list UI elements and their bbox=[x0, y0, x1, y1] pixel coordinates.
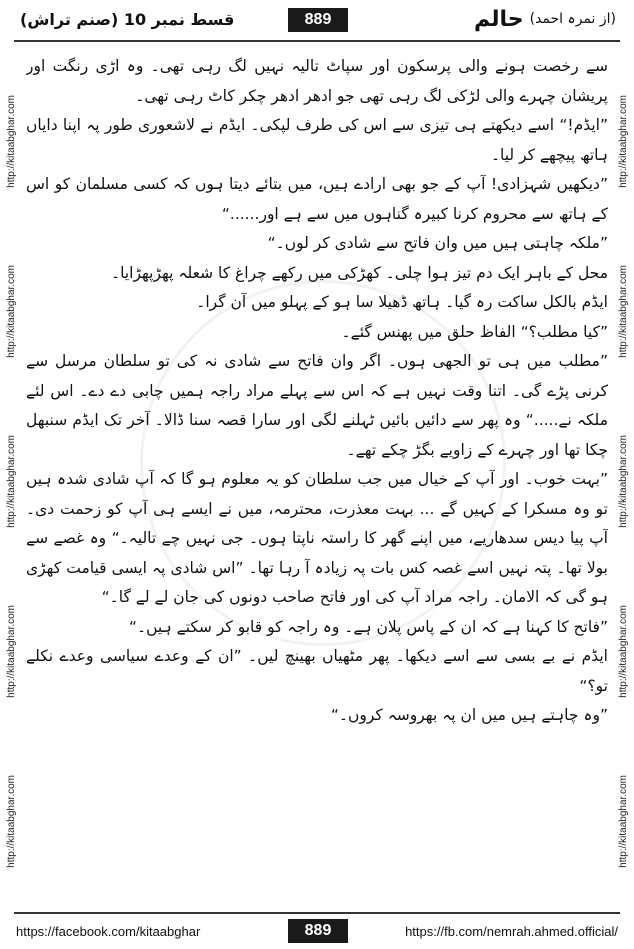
watermark-url: http://kitaabghar.com bbox=[617, 94, 629, 188]
author-name: (از نمرہ احمد) bbox=[529, 11, 616, 27]
watermark-url: http://kitaabghar.com bbox=[5, 434, 17, 528]
watermark-url: http://kitaabghar.com bbox=[617, 604, 629, 698]
page-number-bottom: 889 bbox=[288, 919, 348, 943]
paragraph: ”مطلب میں ہی تو الجھی ہوں۔ اگر وان فاتح سے شادی نہ کی تو سلطان مرسل سے کرنی پڑے گی۔ اتنا وقت نہیں ہے کہ اس سے پہلے مراد راجہ ہمیں چابی دے دے۔ اس لئے ملکہ نے.....“ وہ پھر سے دائیں بائیں ٹہلنے لگی اور سارا قصہ سنا ڈالا۔ آخر تک ایڈم سنبھل چکا تھا اور چہرے کے زاویے بگڑ چکے تھے۔ bbox=[26, 352, 608, 459]
paragraph: ”وہ چاہتے ہیں میں ان پہ بھروسہ کروں۔“ bbox=[330, 706, 608, 724]
episode-label: قسط نمبر 10 (صنم تراش) bbox=[20, 9, 235, 29]
paragraph: ”دیکھیں شہزادی! آپ کے جو بھی ارادے ہیں، میں بتائے دیتا ہوں کہ کسی مسلمان کو اس کے ہاتھ سے محروم کرنا کبیرہ گناہوں میں سے ہے اور......“ bbox=[26, 175, 608, 223]
page-footer bbox=[0, 916, 634, 946]
watermark-url: http://kitaabghar.com bbox=[617, 774, 629, 868]
side-watermark-left bbox=[4, 56, 18, 906]
paragraph: ایڈم نے بے بسی سے اسے دیکھا۔ پھر مٹھیاں بھینچ لیں۔ ”ان کے وعدے سیاسی وعدے نکلے تو؟“ bbox=[26, 647, 608, 695]
facebook-link[interactable]: https://facebook.com/kitaabghar bbox=[16, 923, 201, 939]
paragraph: ”ملکہ چاہتی ہیں میں وان فاتح سے شادی کر لوں۔“ bbox=[267, 234, 608, 252]
paragraph: ”فاتح کا کہنا ہے کہ ان کے پاس پلان ہے۔ وہ راجہ کو قابو کر سکتے ہیں۔“ bbox=[129, 617, 608, 636]
paragraph: ”کیا مطلب؟“ الفاظ حلق میں پھنس گئے۔ bbox=[341, 322, 608, 341]
footer-divider bbox=[14, 912, 620, 914]
paragraph: ”بہت خوب۔ اور آپ کے خیال میں جب سلطان کو یہ معلوم ہو گا کہ آپ شادی شدہ ہیں تو وہ مسکرا کے کہیں گے ... بہت معذرت، محترمہ، میں نے ایسے ہی آپ کو زحمت دی۔ آپ پیا دیس سدھاریے، میں اپنے گھر کا راستہ ناپتا ہوں۔ جی نہیں چے تالیہ۔“ وہ غصے سے بولا تھا۔ پتہ نہیں اسے غصہ کس بات پہ زیادہ آ رہا تھا۔ ”اس شادی پہ ایسی قیامت کھڑی ہو گی کہ الامان۔ راجہ مراد آپ کی اور فاتح صاحب دونوں کی جان لے لے گا۔“ bbox=[26, 470, 608, 606]
side-watermark-right bbox=[616, 56, 630, 906]
header-divider bbox=[14, 40, 620, 42]
watermark-url: http://kitaabghar.com bbox=[5, 604, 17, 698]
paragraph: ”ایڈم!“ اسے دیکھتے ہی تیزی سے اس کی طرف لپکی۔ ایڈم نے لاشعوری طور پہ اپنا دایاں ہاتھ پیچھے کر لیا۔ bbox=[26, 116, 608, 164]
page-number-top: 889 bbox=[288, 8, 348, 32]
watermark-url: http://kitaabghar.com bbox=[617, 264, 629, 358]
story-body bbox=[26, 52, 608, 902]
book-title bbox=[474, 7, 616, 32]
paragraph: ایڈم بالکل ساکت رہ گیا۔ ہاتھ ڈھیلا سا ہو کے پہلو میں آن گرا۔ bbox=[196, 293, 608, 311]
watermark-url: http://kitaabghar.com bbox=[617, 434, 629, 528]
title-text: حالم bbox=[473, 6, 524, 32]
watermark-url: http://kitaabghar.com bbox=[5, 264, 17, 358]
author-facebook-link[interactable]: https://fb.com/nemrah.ahmed.official/ bbox=[405, 923, 618, 939]
watermark-url: http://kitaabghar.com bbox=[5, 774, 17, 868]
watermark-url: http://kitaabghar.com bbox=[5, 94, 17, 188]
paragraph: محل کے باہر ایک دم تیز ہوا چلی۔ کھڑکی میں رکھے چراغ کا شعلہ پھڑپھڑایا۔ bbox=[111, 263, 608, 282]
paragraph: سے رخصت ہونے والی پرسکون اور سپاٹ تالیہ نہیں لگ رہی تھی۔ وہ اڑی رنگت اور پریشان چہرے والی لڑکی لگ رہی تھی جو ادھر ادھر چکر کاٹ رہی تھی۔ bbox=[26, 57, 608, 105]
